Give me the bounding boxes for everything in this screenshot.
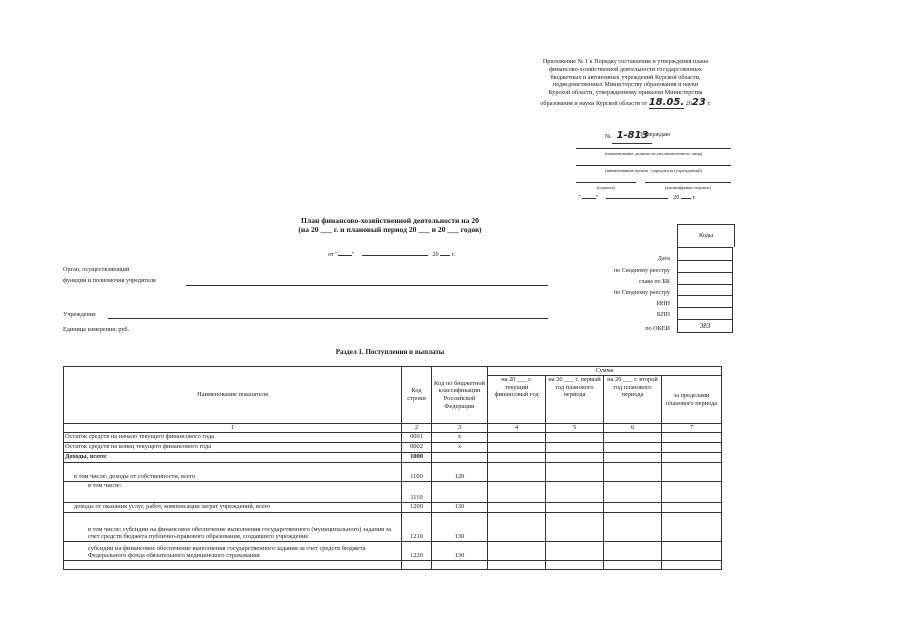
plan-title <box>240 216 540 234</box>
code-cell-chapter-bk[interactable] <box>678 272 733 284</box>
row-name: доходы от оказания услуг, работ, компенсации затрат учреждений, всего <box>64 502 402 512</box>
cell-current[interactable] <box>488 502 546 512</box>
codes-header: Коды <box>677 224 735 247</box>
header-name: Наименование показателя <box>64 367 402 424</box>
cell-current[interactable] <box>488 560 546 569</box>
col-number: 5 <box>546 424 604 433</box>
appendix-line: Приложение № 1 к Порядку составления и утверждения плана <box>542 58 709 65</box>
row-kbk: x <box>432 432 488 442</box>
code-cell-date[interactable] <box>678 248 733 261</box>
approval-year-blank <box>681 198 691 199</box>
approval-caption-decode: (расшифровка подписи) <box>665 185 711 190</box>
cell-beyond[interactable] <box>662 541 722 560</box>
row-name: в том числе: субсидии на финансовое обеспечение выполнения государственного (муниципального) задания за счет средств бюджета публично-правового образования, создавшего учреждение <box>64 512 402 541</box>
table-row <box>64 481 722 502</box>
row-kbk: 130 <box>432 502 488 512</box>
cell-beyond[interactable] <box>662 462 722 481</box>
code-cell-okei[interactable]: 383 <box>678 319 733 332</box>
cell-first[interactable] <box>546 502 604 512</box>
cell-current[interactable] <box>488 541 546 560</box>
col-number: 4 <box>488 424 546 433</box>
col-number: 1 <box>64 424 402 433</box>
plan-year-blank <box>440 255 450 256</box>
approval-caption-position: (наименование должности уполномоченного лица) <box>604 151 703 156</box>
label-organ-line2: функции и полномочия учредителя <box>63 277 156 284</box>
label-okei: по ОКЕИ <box>645 325 670 332</box>
cell-first[interactable] <box>546 442 604 452</box>
table-row <box>64 442 722 452</box>
approval-org-line <box>576 165 731 166</box>
header-code-budget: Код по бюджетной классификации Российской Федерации <box>432 367 488 424</box>
col-number: 6 <box>604 424 662 433</box>
approval-caption-org: (наименование органа - учредителя (учреждения)) <box>605 168 702 173</box>
plan-from-year: 20 <box>432 251 439 258</box>
approval-position-line <box>576 148 731 149</box>
codes-box <box>677 224 735 333</box>
table-row <box>64 432 722 442</box>
cell-first[interactable] <box>546 452 604 462</box>
appendix-line: бюджетных и автономных учреждений Курской области, <box>550 73 701 81</box>
cell-second[interactable] <box>604 452 662 462</box>
row-kbk: 130 <box>432 541 488 560</box>
col-number: 7 <box>662 424 722 433</box>
row-kbk: x <box>432 442 488 452</box>
cell-second[interactable] <box>604 560 662 569</box>
cell-second[interactable] <box>604 512 662 541</box>
appendix-date-handwritten: 18.05. <box>648 96 685 108</box>
appendix-line: образования и науки Курской области от <box>540 99 648 107</box>
row-name: Остаток средств на начало текущего финансового года <box>64 432 402 442</box>
approval-date-quote-open: " <box>579 194 582 201</box>
approval-date-quote-close: " <box>595 194 599 201</box>
label-date: Дата <box>657 255 670 262</box>
appendix-year-suffix: г. <box>707 99 711 107</box>
right-labels <box>560 250 670 336</box>
cell-current[interactable] <box>488 432 546 442</box>
label-kpp: КПП <box>656 311 670 318</box>
appendix-number-handwritten: 1-813 <box>612 130 652 144</box>
organ-line[interactable] <box>186 285 548 286</box>
approval-decode-line <box>645 182 731 183</box>
row-name: в том числе: <box>64 481 402 502</box>
header-col-second: на 20 ___ г. второй год планового периода <box>604 376 662 424</box>
cell-current[interactable] <box>488 462 546 481</box>
cell-second[interactable] <box>604 442 662 452</box>
code-cell-inn[interactable] <box>678 296 733 308</box>
row-code: 1200 <box>402 502 432 512</box>
cell-first[interactable] <box>546 462 604 481</box>
appendix-year-handwritten: 23 <box>691 96 706 108</box>
appendix-date-line <box>508 97 743 110</box>
row-code: 1100 <box>402 462 432 481</box>
plan-title-line2: (на 20 ___ г. и плановый период 20 ___ и 20 ___ годов) <box>298 225 482 235</box>
approval-day-blank <box>582 198 596 199</box>
row-code: 0001 <box>402 432 432 442</box>
approval-date-g: г. <box>692 194 696 201</box>
header-code-row: Код строки <box>402 367 432 424</box>
approval-signature-line <box>576 182 636 183</box>
appendix-year-prefix: 20 <box>685 99 692 107</box>
row-name: субсидии на финансовое обеспечение выполнения государственного задания за счет средств бюджета Федерального фонда обязательного медицинского страхования <box>64 541 402 560</box>
code-cell-registry2[interactable] <box>678 284 733 296</box>
col-number: 2 <box>402 424 432 433</box>
label-organ-line1: Орган, осуществляющий <box>63 266 130 273</box>
row-code <box>402 560 432 569</box>
row-kbk: 130 <box>432 512 488 541</box>
approval-caption-signature: (подпись) <box>596 185 616 190</box>
header-col-first: на 20 ___ г. первый год планового периода <box>546 376 604 424</box>
plan-day-blank <box>338 255 352 256</box>
header-col-beyond: за пределами планового периода <box>662 376 722 424</box>
cell-first[interactable] <box>546 432 604 442</box>
label-unit: Единица измерения: руб. <box>63 326 130 333</box>
label-registry2: по Сводному реестру <box>613 289 670 296</box>
cell-beyond[interactable] <box>662 502 722 512</box>
appendix-number-prefix: № <box>605 133 611 140</box>
cell-beyond[interactable] <box>662 560 722 569</box>
table-row <box>64 512 722 541</box>
table-row <box>64 560 722 569</box>
plan-from-g: г. <box>451 251 456 258</box>
main-table <box>63 366 722 570</box>
col-number: 3 <box>432 424 488 433</box>
row-name <box>64 560 402 569</box>
appendix-line: Курской области, утвержденному приказом Министерства <box>548 89 703 96</box>
row-name: Остаток средств на конец текущего финансового года <box>64 442 402 452</box>
label-inn: ИНН <box>656 300 670 307</box>
plan-month-blank <box>362 255 428 256</box>
approval-title: Утверждаю <box>639 131 671 138</box>
row-kbk: 120 <box>432 462 488 481</box>
table-row <box>64 502 722 512</box>
cell-second[interactable] <box>604 502 662 512</box>
cell-second[interactable] <box>604 481 662 502</box>
plan-date-line <box>328 251 488 259</box>
row-kbk <box>432 560 488 569</box>
label-registry1: по Сводному реестру <box>613 267 670 274</box>
plan-from-prefix: от " <box>328 251 338 258</box>
approval-date-line <box>579 194 739 202</box>
label-institution: Учреждение <box>63 311 96 318</box>
row-code: 0002 <box>402 442 432 452</box>
appendix-text <box>508 58 743 109</box>
cell-beyond[interactable] <box>662 452 722 462</box>
row-name: Доходы, всего: <box>64 452 402 462</box>
row-code: 1110 <box>402 481 432 502</box>
label-chapter-bk: глава по БК <box>639 278 670 285</box>
cell-beyond[interactable] <box>662 442 722 452</box>
cell-beyond[interactable] <box>662 432 722 442</box>
cell-second[interactable] <box>604 462 662 481</box>
institution-line[interactable] <box>108 318 548 319</box>
approval-month-blank <box>606 198 668 199</box>
row-code: 1210 <box>402 512 432 541</box>
row-code: 1220 <box>402 541 432 560</box>
section-title: Раздел 1. Поступления и выплаты <box>335 348 445 356</box>
cell-first[interactable] <box>546 481 604 502</box>
cell-current[interactable] <box>488 481 546 502</box>
approval-date-year: 20 <box>673 194 680 201</box>
cell-current[interactable] <box>488 512 546 541</box>
cell-current[interactable] <box>488 442 546 452</box>
cell-first[interactable] <box>546 560 604 569</box>
cell-beyond[interactable] <box>662 512 722 541</box>
appendix-line: финансово-хозяйственной деятельности государственных <box>549 65 702 73</box>
cell-first[interactable] <box>546 541 604 560</box>
table-row <box>64 452 722 462</box>
row-kbk <box>432 481 488 502</box>
row-code: 1000 <box>402 452 432 462</box>
code-cell-kpp[interactable] <box>678 308 733 320</box>
plan-title-line1: План финансово-хозяйственной деятельности на 20 <box>301 216 479 225</box>
cell-beyond[interactable] <box>662 481 722 502</box>
cell-second[interactable] <box>604 541 662 560</box>
header-col-current: на 20 ___ г. текущий финансовый год <box>488 376 546 424</box>
row-kbk <box>432 452 488 462</box>
plan-from-quote: " <box>351 251 355 258</box>
cell-current[interactable] <box>488 452 546 462</box>
appendix-line: подведомственных Министерству образования и науки <box>552 81 699 89</box>
codes-table <box>677 247 733 333</box>
table-row <box>64 462 722 481</box>
cell-second[interactable] <box>604 432 662 442</box>
row-name: в том числе: доходы от собственности, всего <box>64 462 402 481</box>
header-sum: Сумма <box>488 367 722 376</box>
table-row <box>64 541 722 560</box>
code-cell-registry1[interactable] <box>678 261 733 273</box>
cell-first[interactable] <box>546 512 604 541</box>
